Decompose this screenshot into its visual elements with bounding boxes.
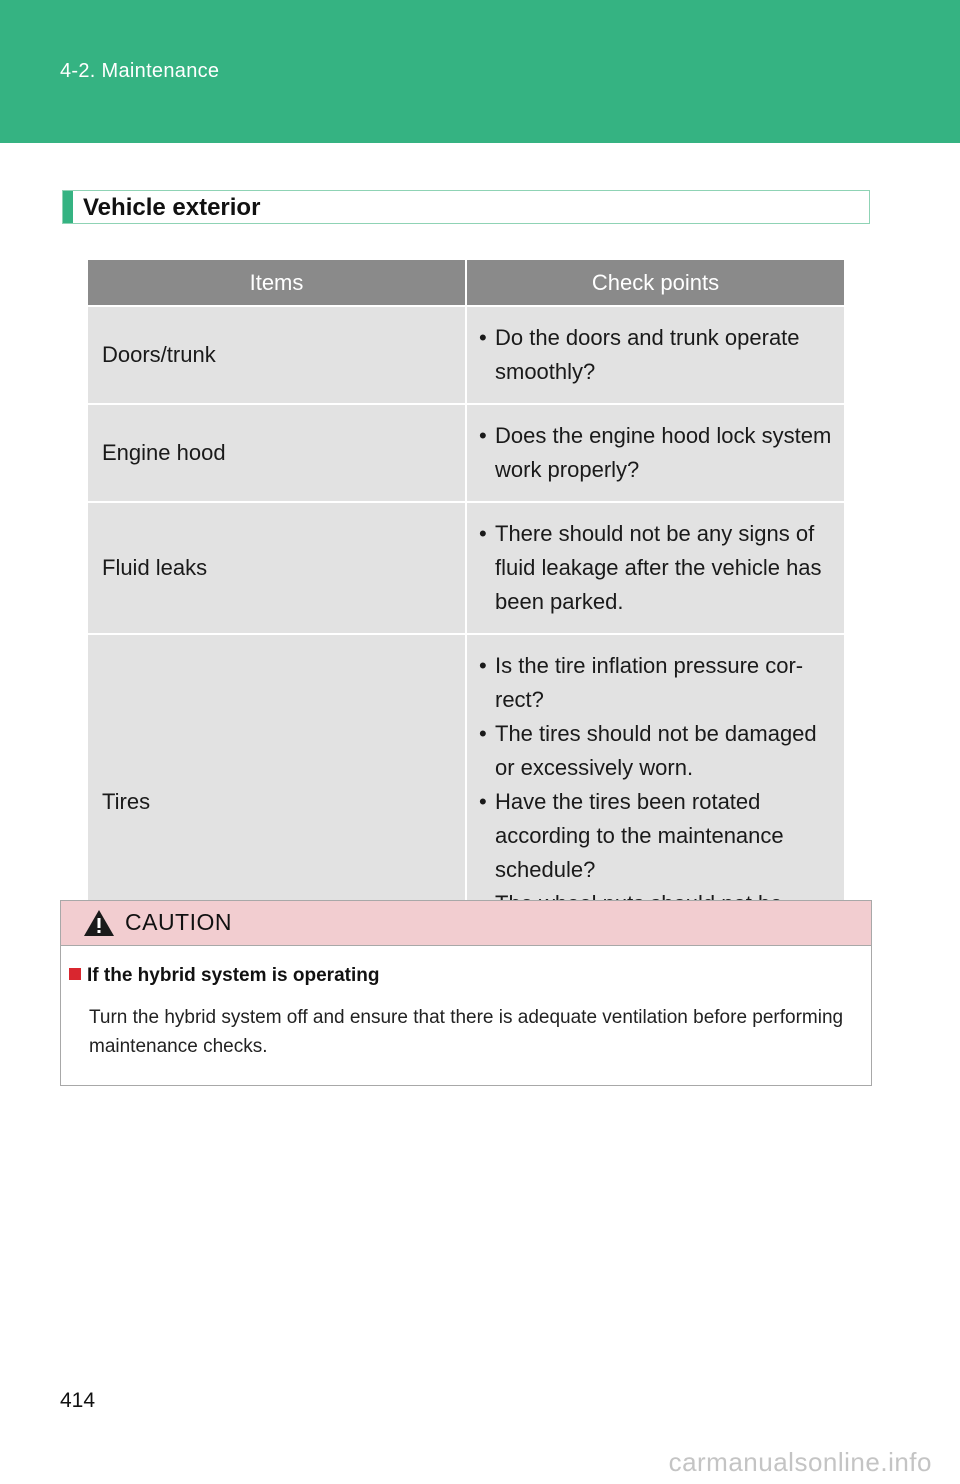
section-label: 4-2. Maintenance — [60, 60, 220, 82]
item-cell: Doors/trunk — [88, 306, 466, 404]
heading-accent-bar — [63, 191, 73, 223]
warning-triangle-icon — [83, 909, 115, 937]
caution-header — [61, 901, 871, 946]
table-row — [88, 404, 844, 502]
watermark: carmanualsonline.info — [668, 1447, 932, 1477]
item-cell: Tires — [88, 634, 466, 969]
caution-text: Turn the hybrid system off and ensure that there is adequate ventilation before performing maintenance checks. — [89, 1007, 844, 1057]
check-point: • There should not be any signs of fluid leakage after the vehicle has been parked. — [479, 517, 840, 619]
check-table — [88, 260, 844, 969]
table-row — [88, 306, 844, 404]
square-bullet-icon — [69, 968, 81, 980]
check-points-cell — [466, 306, 844, 404]
header-band — [0, 0, 960, 143]
check-point: • Do the doors and trunk operate smoothly? — [479, 321, 840, 389]
check-points-cell — [466, 404, 844, 502]
check-point: • Have the tires been rotated according to the maintenance schedule? — [479, 785, 840, 887]
table-header-row — [88, 260, 844, 306]
column-header-check-points: Check points — [466, 260, 844, 306]
check-point: • Does the engine hood lock system work properly? — [479, 419, 840, 487]
section-title: Vehicle exterior — [83, 194, 261, 221]
check-point: • The tires should not be damaged or excessively worn. — [479, 717, 840, 785]
column-header-items: Items — [88, 260, 466, 306]
caution-subheading-text: If the hybrid system is operating — [87, 965, 380, 986]
caution-subheading — [69, 965, 379, 987]
caution-box — [60, 900, 872, 1086]
caution-title: CAUTION — [125, 909, 232, 935]
section-heading — [62, 190, 870, 224]
item-cell: Engine hood — [88, 404, 466, 502]
table-row — [88, 502, 844, 634]
check-point: • Is the tire inflation pressure cor-rect? — [479, 649, 840, 717]
page-number: 414 — [60, 1389, 96, 1412]
check-points-cell — [466, 502, 844, 634]
item-cell: Fluid leaks — [88, 502, 466, 634]
